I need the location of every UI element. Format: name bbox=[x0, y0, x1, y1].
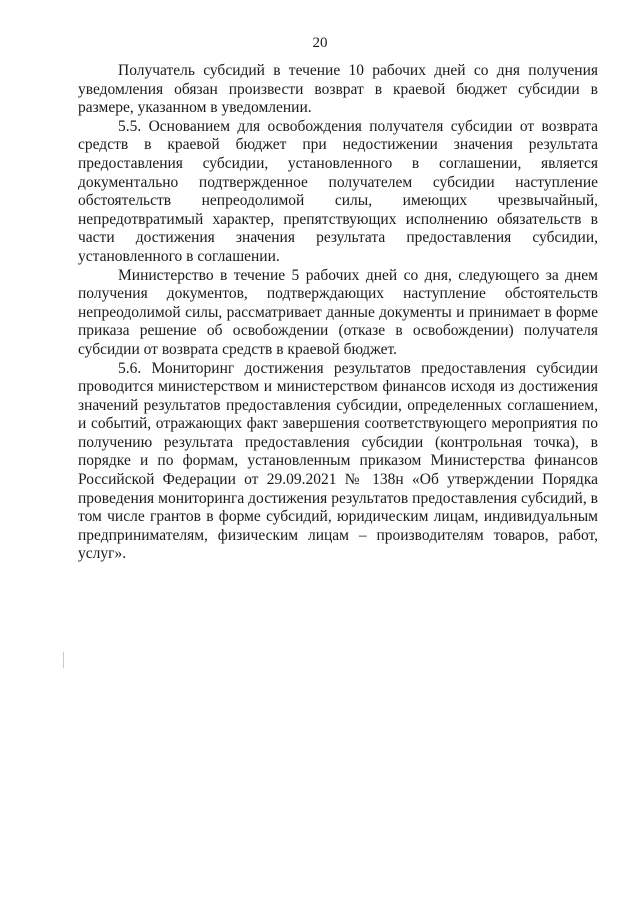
paragraph-5-5-force-majeure: 5.5. Основанием для освобождения получателя субсидии от возврата средств в краевой бюджет при недостижении значения результата предоставления субсидии, установленного в соглашении, является документально подтвержденное получателем субсидии наступление обстоятельств непреодолимой силы, имеющих чрезвычайный, непредотвратимый характер, препятствующих исполнению обязательств в части достижения значения результата предоставления субсидии, установленного в соглашении. bbox=[78, 117, 598, 265]
paragraph-refund-obligation: Получатель субсидий в течение 10 рабочих дней со дня получения уведомления обязан произвести возврат в краевой бюджет субсидии в размере, указанном в уведомлении. bbox=[78, 62, 598, 117]
scan-artifact-mark bbox=[63, 652, 64, 668]
paragraph-5-6-monitoring: 5.6. Мониторинг достижения результатов предоставления субсидии проводится министерством и министерством финансов исходя из достижения значений результатов предоставления субсидии, определенных соглашением, и событий, отражающих факт завершения соответствующего мероприятия по получению результата предоставления субсидии (контрольная точка), в порядке и по формам, установленным приказом Министерства финансов Российской Федерации от 29.09.2021 № 138н «Об утверждении Порядка проведения мониторинга достижения результатов предоставления субсидий, в том числе грантов в форме субсидий, юридическим лицам, индивидуальным предпринимателям, физическим лицам – производителям товаров, работ, услуг». bbox=[78, 359, 598, 563]
document-body bbox=[78, 62, 598, 564]
paragraph-ministry-decision: Министерство в течение 5 рабочих дней со дня, следующего за днем получения документов, подтверждающих наступление обстоятельств непреодолимой силы, рассматривает данные документы и принимает в форме приказа решение об освобождении (отказе в освобождении) получателя субсидии от возврата средств в краевой бюджет. bbox=[78, 266, 598, 358]
page-number: 20 bbox=[312, 35, 328, 51]
